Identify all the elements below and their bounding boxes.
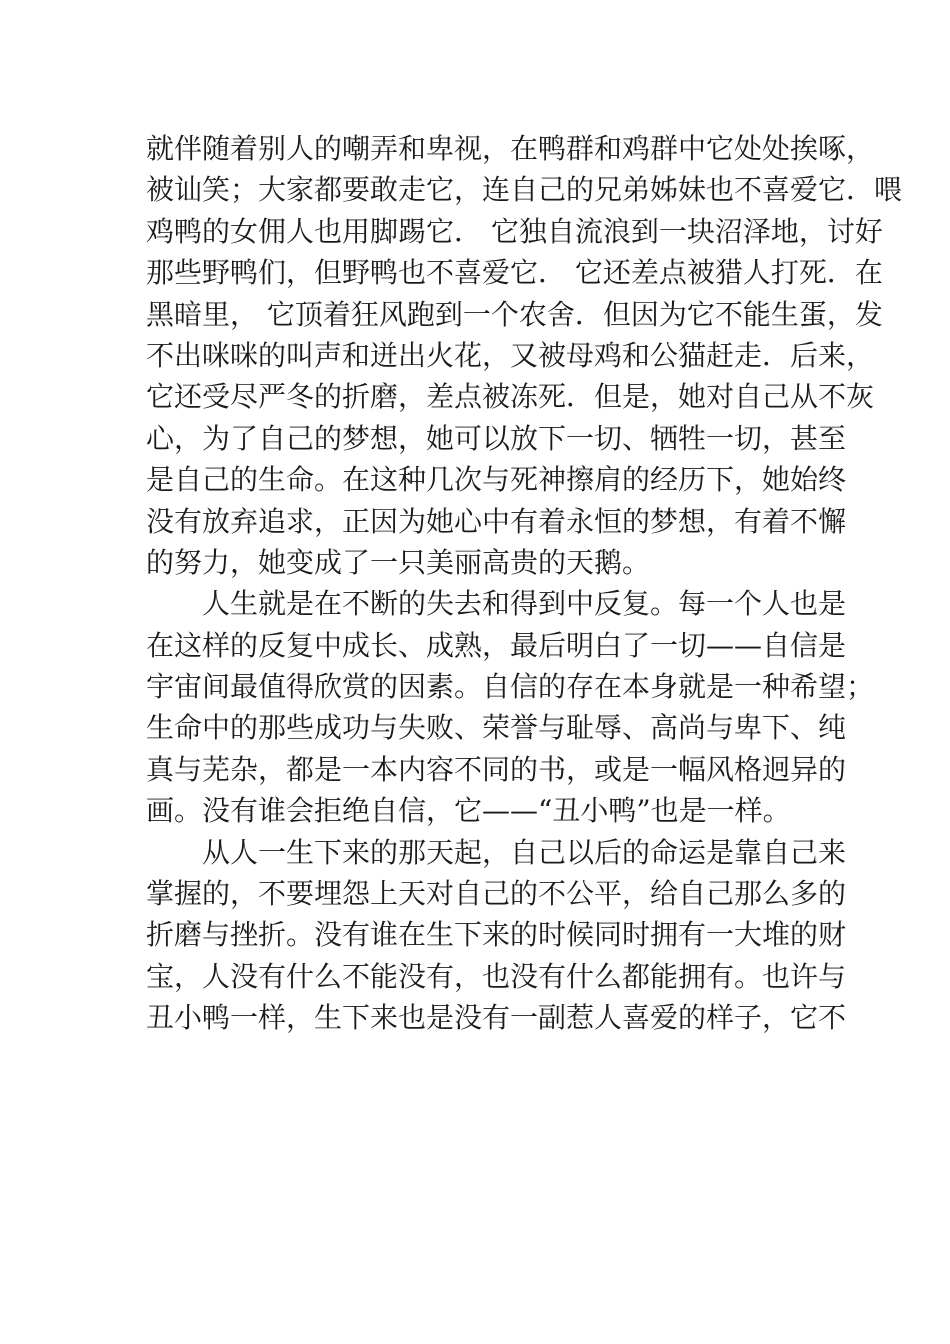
- text-line: 黑暗里， 它顶着狂风跑到一个农舍．但因为它不能生蛋，发: [146, 297, 883, 331]
- text-line: 宇宙间最值得欣赏的因素。自信的存在本身就是一种希望；: [146, 670, 875, 704]
- text-line: 画。没有谁会拒绝自信，它——“丑小鸭”也是一样。: [146, 794, 791, 828]
- paragraph-first-line: 从人一生下来的那天起，自己以后的命运是靠自己来: [202, 835, 847, 869]
- text-line: 那些野鸭们，但野鸭也不喜爱它． 它还差点被猎人打死．在: [146, 256, 883, 290]
- text-line: 心，为了自己的梦想，她可以放下一切、牺牲一切，甚至: [146, 421, 847, 455]
- text-line: 生命中的那些成功与失败、荣誉与耻辱、高尚与卑下、纯: [146, 711, 847, 745]
- text-line: 掌握的，不要埋怨上天对自己的不公平，给自己那么多的: [146, 877, 847, 911]
- text-line: 宝，人没有什么不能没有，也没有什么都能拥有。也许与: [146, 959, 847, 993]
- text-line: 被讪笑；大家都要敢走它，连自己的兄弟姊妹也不喜爱它．喂: [146, 173, 903, 207]
- text-line: 丑小鸭一样，生下来也是没有一副惹人喜爱的样子，它不: [146, 1001, 847, 1035]
- body-text: [146, 128, 903, 1039]
- text-line: 折磨与挫折。没有谁在生下来的时候同时拥有一大堆的财: [146, 918, 847, 952]
- text-line: 是自己的生命。在这种几次与死神擦肩的经历下，她始终: [146, 463, 847, 497]
- text-line: 鸡鸭的女佣人也用脚踢它． 它独自流浪到一块沼泽地，讨好: [146, 214, 883, 248]
- text-line: 它还受尽严冬的折磨，差点被冻死．但是，她对自己从不灰: [146, 380, 875, 414]
- text-line: 不出咪咪的叫声和迸出火花，又被母鸡和公猫赶走．后来，: [146, 338, 875, 372]
- text-line: 在这样的反复中成长、成熟，最后明白了一切——自信是: [146, 628, 847, 662]
- text-line: 真与芜杂，都是一本内容不同的书，或是一幅风格迥异的: [146, 752, 847, 786]
- text-line: 就伴随着别人的嘲弄和卑视，在鸭群和鸡群中它处处挨啄，: [146, 132, 875, 165]
- text-line: 的努力，她变成了一只美丽高贵的天鹅。: [146, 545, 651, 579]
- text-line: 没有放弃追求，正因为她心中有着永恒的梦想，有着不懈: [146, 504, 847, 538]
- paragraph-first-line: 人生就是在不断的失去和得到中反复。每一个人也是: [202, 587, 847, 621]
